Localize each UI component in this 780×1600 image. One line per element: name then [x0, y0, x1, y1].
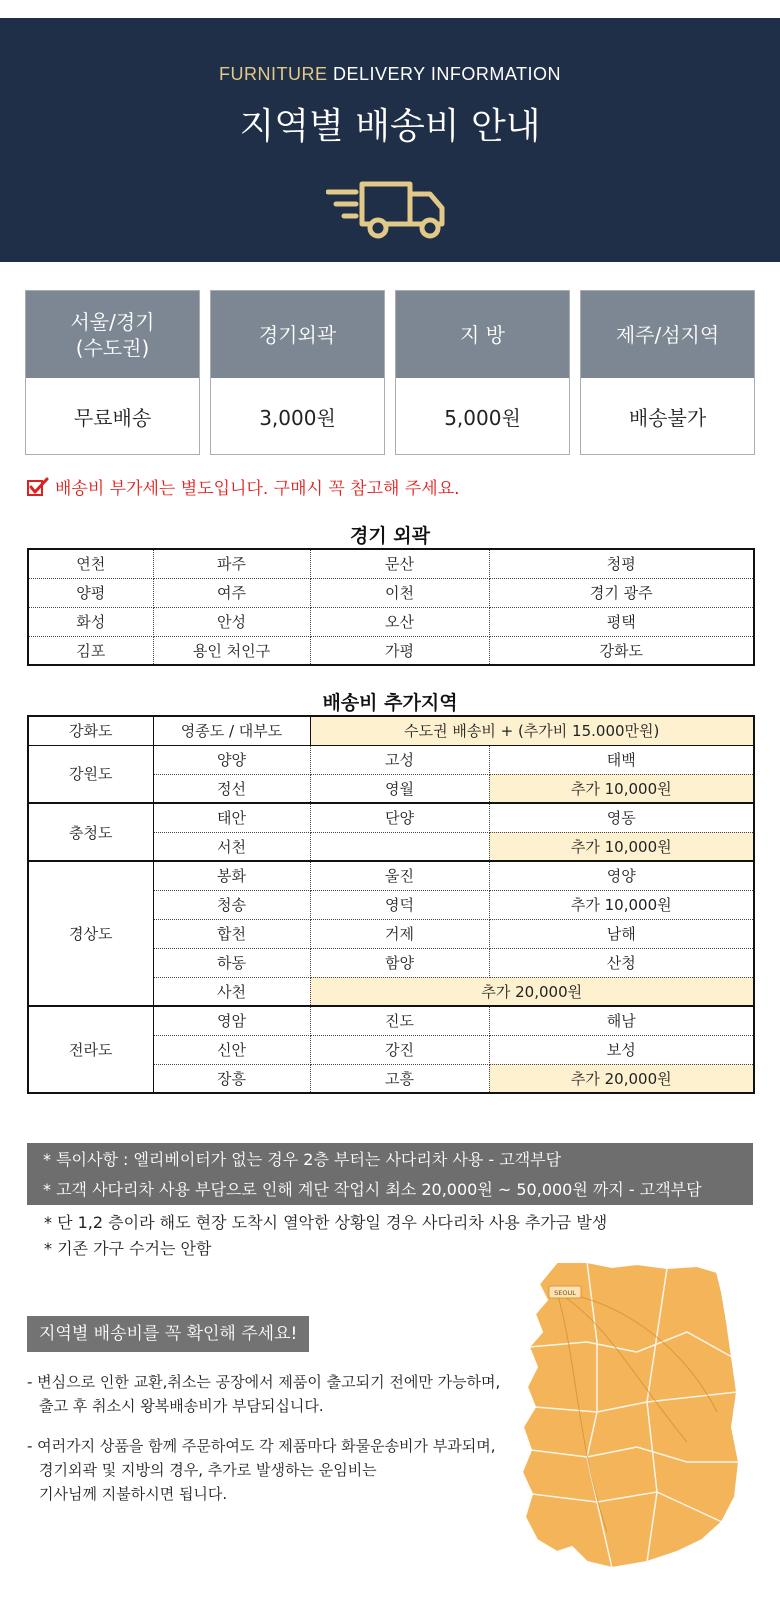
- zone-fee: 3,000원: [259, 406, 336, 430]
- zone-fee: 무료배송: [73, 406, 152, 430]
- table-row: [28, 636, 754, 665]
- table-cell: 영암: [153, 1006, 310, 1035]
- table-cell: 봉화: [153, 861, 310, 890]
- table-row: [28, 549, 754, 578]
- zone-name: 경기외곽: [211, 291, 384, 378]
- table-cell: 안성: [153, 607, 310, 636]
- region-cell: 전라도: [28, 1006, 153, 1093]
- table-cell: 연천: [28, 549, 153, 578]
- extra-fee-title: 배송비 추가지역: [322, 692, 458, 714]
- header-subtitle: [0, 64, 780, 85]
- header-subtitle-gold: FURNITURE: [218, 64, 328, 84]
- table-cell: 해남: [489, 1006, 754, 1035]
- table-cell: 화성: [28, 607, 153, 636]
- table-cell: 영종도 / 대부도: [153, 716, 310, 745]
- checkbox-check-icon: [27, 477, 49, 497]
- fee-cell: 추가 20,000원: [310, 977, 754, 1006]
- table-cell: 경기 광주: [489, 578, 754, 607]
- table-row: [28, 861, 754, 890]
- table-cell: 태백: [489, 745, 754, 774]
- zone-card-provinces: [395, 290, 570, 455]
- seoul-label: SEOUL: [554, 1289, 576, 1297]
- table-cell: 합천: [153, 919, 310, 948]
- zone-name: 제주/섬지역: [581, 291, 754, 378]
- vat-notice-text: 배송비 부가세는 별도입니다. 구매시 꼭 참고해 주세요.: [55, 479, 460, 499]
- table-cell: 오산: [310, 607, 489, 636]
- table-cell: 여주: [153, 578, 310, 607]
- zone-fee-cards: [25, 290, 755, 455]
- policy-line: 출고 후 취소시 왕복배송비가 부담되십니다.: [39, 1397, 324, 1415]
- table-cell: 강화도: [489, 636, 754, 665]
- table-cell: 양평: [28, 578, 153, 607]
- table-cell: 진도: [310, 1006, 489, 1035]
- table-cell: 서천: [153, 832, 310, 861]
- korea-map-illustration: [517, 1262, 747, 1572]
- special-notes-box: [27, 1143, 753, 1205]
- table-cell: 영월: [310, 774, 489, 803]
- note-line: * 기존 가구 수거는 안함: [44, 1239, 212, 1258]
- table-cell: 거제: [310, 919, 489, 948]
- table-cell: 양양: [153, 745, 310, 774]
- table-cell: 단양: [310, 803, 489, 832]
- table-cell: 이천: [310, 578, 489, 607]
- vat-notice: [27, 474, 460, 499]
- table-cell: 영덕: [310, 890, 489, 919]
- outskirts-title: 경기 외곽: [349, 525, 431, 547]
- zone-card-capital: [25, 290, 200, 455]
- table-row: [28, 745, 754, 774]
- fee-cell: 추가 10,000원: [489, 890, 754, 919]
- zone-name: 서울/경기 (수도권): [26, 291, 199, 378]
- region-cell: 경상도: [28, 861, 153, 1006]
- table-row: [28, 716, 754, 745]
- delivery-truck-icon: [326, 178, 456, 240]
- zone-fee: 배송불가: [628, 406, 707, 430]
- table-row: [28, 1006, 754, 1035]
- table-cell: 장흥: [153, 1064, 310, 1093]
- policy-paragraph: [27, 1370, 547, 1418]
- fee-cell: 추가 10,000원: [489, 774, 754, 803]
- table-cell: [310, 832, 489, 861]
- region-cell: 충청도: [28, 803, 153, 861]
- check-fee-banner: 지역별 배송비를 꼭 확인해 주세요!: [27, 1316, 309, 1352]
- table-cell: 정선: [153, 774, 310, 803]
- table-cell: 청송: [153, 890, 310, 919]
- zone-fee: 5,000원: [444, 406, 521, 430]
- zone-name: 지 방: [396, 291, 569, 378]
- table-cell: 청평: [489, 549, 754, 578]
- fee-cell: 추가 10,000원: [489, 832, 754, 861]
- table-cell: 하동: [153, 948, 310, 977]
- extra-fee-table: [27, 715, 755, 1094]
- table-cell: 평택: [489, 607, 754, 636]
- policy-line: - 여러가지 상품을 함께 주문하여도 각 제품마다 화물운송비가 부과되며,: [27, 1437, 496, 1455]
- header-banner: [0, 18, 780, 262]
- page-title: 지역별 배송비 안내: [239, 106, 541, 147]
- table-cell: 울진: [310, 861, 489, 890]
- policy-line: 경기외곽 및 지방의 경우, 추가로 발생하는 운임비는: [39, 1461, 377, 1479]
- table-cell: 김포: [28, 636, 153, 665]
- table-cell: 용인 처인구: [153, 636, 310, 665]
- header-subtitle-rest: DELIVERY INFORMATION: [327, 64, 562, 84]
- fee-cell: 추가 20,000원: [489, 1064, 754, 1093]
- table-cell: 산청: [489, 948, 754, 977]
- table-cell: 영동: [489, 803, 754, 832]
- table-cell: 가평: [310, 636, 489, 665]
- table-cell: 파주: [153, 549, 310, 578]
- fee-cell: 수도권 배송비 + (추가비 15.000만원): [310, 716, 754, 745]
- zone-card-jeju-islands: [580, 290, 755, 455]
- table-cell: 함양: [310, 948, 489, 977]
- table-cell: 보성: [489, 1035, 754, 1064]
- special-note: * 특이사항 : 엘리베이터가 없는 경우 2층 부터는 사다리차 사용 - 고객부담: [43, 1150, 562, 1169]
- policy-line: - 변심으로 인한 교환,취소는 공장에서 제품이 출고되기 전에만 가능하며,: [27, 1373, 501, 1391]
- table-cell: 고흥: [310, 1064, 489, 1093]
- table-cell: 태안: [153, 803, 310, 832]
- policy-line: 기사님께 지불하시면 됩니다.: [39, 1485, 228, 1503]
- table-cell: 남해: [489, 919, 754, 948]
- table-cell: 영양: [489, 861, 754, 890]
- note-line: * 단 1,2 층이라 해도 현장 도착시 열악한 상황일 경우 사다리차 사용 추가금 발생: [44, 1213, 608, 1232]
- region-cell: 강원도: [28, 745, 153, 803]
- table-cell: 고성: [310, 745, 489, 774]
- table-cell: 사천: [153, 977, 310, 1006]
- table-cell: 강진: [310, 1035, 489, 1064]
- table-row: [28, 578, 754, 607]
- table-cell: 신안: [153, 1035, 310, 1064]
- table-cell: 문산: [310, 549, 489, 578]
- table-row: [28, 803, 754, 832]
- policy-paragraph: [27, 1434, 547, 1506]
- special-note: * 고객 사다리차 사용 부담으로 인해 계단 작업시 최소 20,000원 ~ 50,000원 까지 - 고객부담: [43, 1180, 702, 1199]
- table-row: [28, 607, 754, 636]
- zone-card-outskirts: [210, 290, 385, 455]
- outskirts-table: [27, 548, 755, 666]
- region-cell: 강화도: [28, 716, 153, 745]
